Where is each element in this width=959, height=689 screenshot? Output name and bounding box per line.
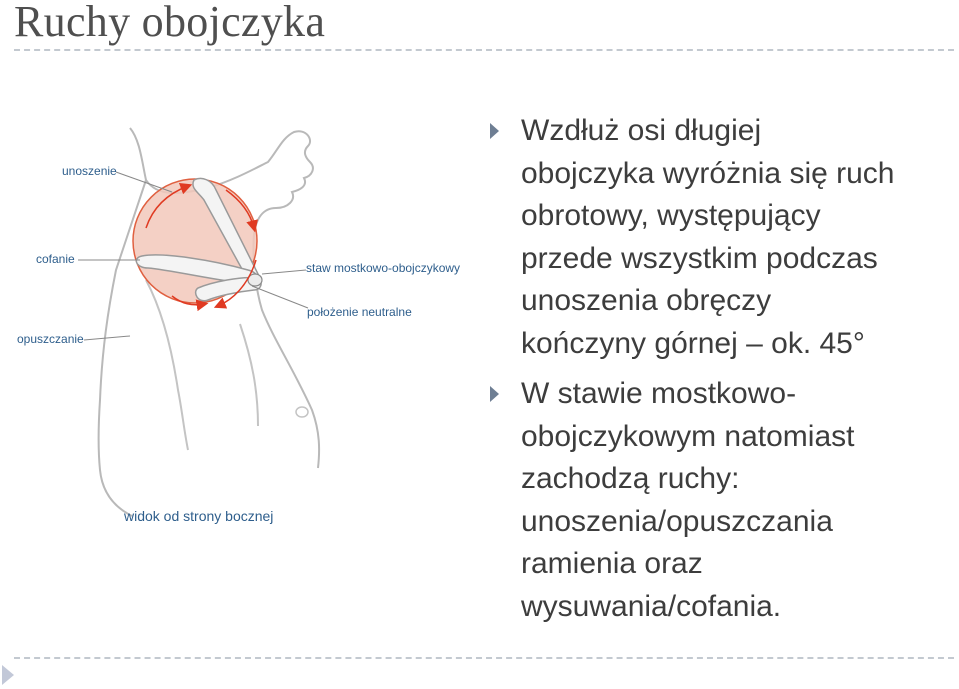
arm-outline — [146, 280, 188, 450]
bullet-triangle-icon — [490, 123, 499, 139]
bullet-list — [487, 110, 957, 628]
bullet-item — [487, 373, 957, 628]
bullet-line: obrotowy, występujący — [521, 199, 821, 232]
body-silhouette — [130, 128, 319, 468]
bullet-triangle-icon — [490, 386, 499, 402]
bullet-line: zachodzą ruchy: — [521, 462, 740, 495]
slide-title: Ruchy obojczyka — [14, 0, 326, 46]
leader-depression — [84, 336, 130, 340]
label-retraction: cofanie — [36, 252, 75, 266]
footer-triangle-icon — [2, 665, 14, 685]
bullet-item — [487, 110, 957, 365]
clavicle-motion-figure — [12, 110, 472, 540]
bullet-line: wysuwania/cofania. — [521, 589, 782, 623]
figure-caption: widok od strony bocznej — [124, 508, 274, 524]
chest-outline — [240, 324, 258, 426]
ear-shape — [296, 407, 308, 417]
bullet-line: kończyny górnej – ok. 45° — [521, 326, 865, 360]
bullet-line: unoszenia obręczy — [521, 284, 772, 317]
leader-joint — [262, 270, 306, 274]
title-divider — [14, 49, 954, 51]
label-elevation: unoszenie — [62, 164, 117, 178]
bullet-line: przede wszystkim podczas — [521, 241, 878, 275]
label-neutral-position: położenie neutralne — [307, 305, 412, 319]
bullet-line: Wzdłuż osi długiej — [521, 114, 762, 147]
bullet-line: W stawie mostkowo- — [521, 377, 797, 410]
label-sternoclavicular-joint: staw mostkowo-obojczykowy — [306, 261, 461, 275]
bullet-line: obojczyka wyróżnia się ruch — [521, 156, 895, 190]
bullet-line: ramienia oraz — [521, 547, 703, 580]
label-depression: opuszczanie — [17, 332, 84, 346]
bullet-line: unoszenia/opuszczania — [521, 504, 833, 538]
footer-divider — [14, 657, 954, 659]
bullet-line: obojczykowym natomiast — [521, 419, 855, 453]
